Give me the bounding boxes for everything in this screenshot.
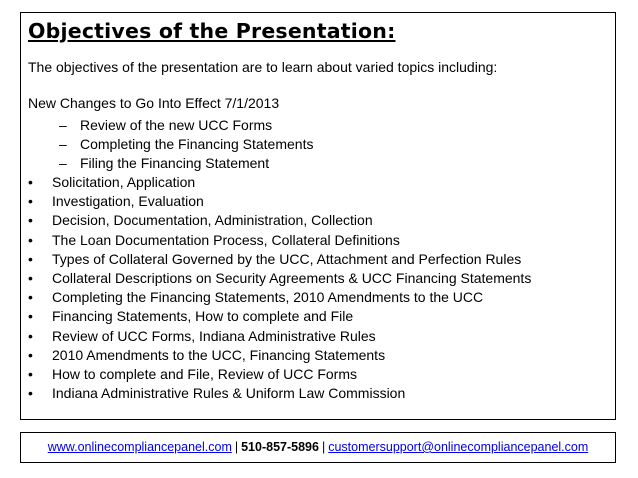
bullet-text: Completing the Financing Statements, 2010 Amendments to the UCC [52, 289, 484, 306]
bullet-text: Collateral Descriptions on Security Agreements & UCC Financing Statements [52, 269, 532, 286]
intro-text: The objectives of the presentation are to learn about varied topics including: [28, 59, 498, 75]
footer-contact-bar [20, 432, 616, 463]
sub-list-item [59, 116, 313, 135]
sub-item-text: Completing the Financing Statements [80, 136, 314, 153]
bullet-text: Solicitation, Application [52, 174, 196, 190]
bullet-icon: • [28, 174, 33, 190]
bullet-text: Investigation, Evaluation [52, 193, 204, 210]
bullet-list [28, 173, 531, 403]
bullet-icon: • [28, 365, 33, 382]
bullet-item [28, 346, 531, 365]
dash-marker: – [59, 117, 67, 133]
bullet-icon: • [28, 212, 33, 229]
bullet-item [28, 307, 531, 326]
bullet-icon: • [28, 193, 33, 210]
website-link[interactable]: www.onlinecompliancepanel.com [47, 440, 232, 454]
bullet-icon: • [28, 289, 33, 306]
bullet-text: Types of Collateral Governed by the UCC, Attachment and Perfection Rules [52, 250, 522, 267]
changes-heading: New Changes to Go Into Effect 7/1/2013 [28, 95, 280, 111]
sub-item-text: Review of the new UCC Forms [80, 117, 273, 133]
slide-content-box [20, 12, 616, 420]
bullet-icon: • [28, 308, 33, 325]
bullet-icon: • [28, 250, 33, 267]
bullet-icon: • [28, 327, 33, 344]
footer-separator: | [234, 440, 239, 454]
dash-marker: – [59, 155, 67, 172]
bullet-text: How to complete and File, Review of UCC Forms [52, 365, 357, 382]
bullet-text: Financing Statements, How to complete and File [52, 308, 354, 325]
bullet-item [28, 173, 531, 192]
bullet-text: Indiana Administrative Rules & Uniform Law Commission [52, 385, 406, 402]
bullet-item [28, 288, 531, 307]
bullet-text: Review of UCC Forms, Indiana Administrative Rules [52, 327, 376, 344]
bullet-text: Decision, Documentation, Administration, Collection [52, 212, 373, 229]
bullet-item [28, 365, 531, 384]
sub-list-item [59, 135, 313, 154]
sub-list [59, 116, 313, 174]
bullet-item [28, 327, 531, 346]
bullet-icon: • [28, 269, 33, 286]
bullet-item [28, 269, 531, 288]
footer-separator: | [321, 440, 326, 454]
dash-marker: – [59, 136, 67, 153]
sub-list-item [59, 154, 313, 173]
phone-number: 510-857-5896 [241, 440, 319, 454]
bullet-item [28, 231, 531, 250]
bullet-item [28, 192, 531, 211]
bullet-text: The Loan Documentation Process, Collateral Definitions [52, 231, 400, 248]
email-link[interactable]: customersupport@onlinecompliancepanel.com [328, 440, 589, 454]
bullet-text: 2010 Amendments to the UCC, Financing Statements [52, 346, 386, 363]
bullet-item [28, 211, 531, 230]
bullet-icon: • [28, 231, 33, 248]
bullet-item [28, 250, 531, 269]
bullet-icon: • [28, 385, 33, 402]
slide-title: Objectives of the Presentation: [28, 19, 396, 43]
bullet-icon: • [28, 346, 33, 363]
sub-item-text: Filing the Financing Statement [80, 155, 270, 172]
bullet-item [28, 384, 531, 403]
